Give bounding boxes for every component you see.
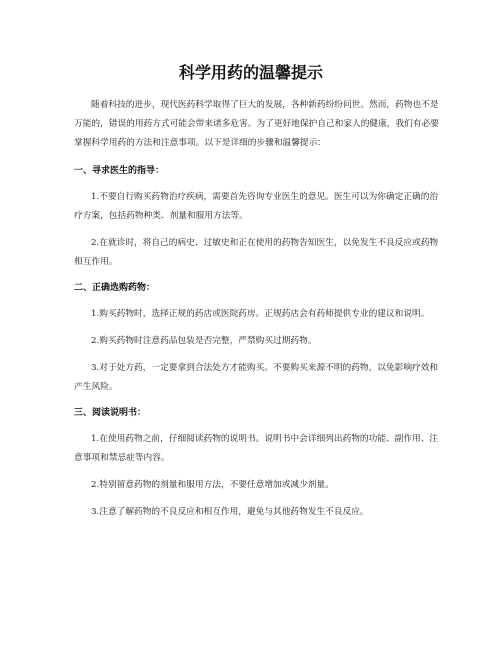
section-2-item-1: 1.购买药物时，选择正规的药店或医院药房。正规药店会有药师提供专业的建议和说明。 (91, 309, 430, 319)
page-title: 科学用药的温馨提示 (178, 63, 323, 82)
section-2-item-2: 2.购买药物时注意药品包装是否完整，严禁购买过期药物。 (91, 336, 317, 346)
section-3-item-3: 3.注意了解药物的不良反应和相互作用，避免与其他药物发生不良反应。 (91, 507, 369, 517)
section-1-item-2: 2.在就诊时，将自己的病史、过敏史和正在使用的药物告知医生，以免发生不良反应或药物相互作用。 (74, 238, 439, 267)
section-1-item-1: 1.不要自行购买药物治疗疾病，需要首先咨询专业医生的意见。医生可以为你确定正确的治疗方案，包括药物种类、剂量和服用方法等。 (74, 192, 439, 221)
intro-paragraph: 随着科技的进步，现代医药科学取得了巨大的发展，各种新药纷纷问世。然而，药物也不是万能的，错误的用药方式可能会带来诸多危害。为了更好地保护自己和家人的健康，我们有必要掌握科学用药的方法和注意事项。以下是详细的步骤和温馨提示： (74, 100, 439, 148)
document-body (74, 96, 439, 530)
section-3-item-2: 2.特别留意药物的剂量和服用方法，不要任意增加或减少剂量。 (91, 480, 334, 490)
section-2-item-3: 3.对于处方药，一定要拿到合法处方才能购买。不要购买来源不明的药物，以免影响疗效和产生风险。 (74, 363, 439, 392)
section-heading-doctor-guidance: 一、寻求医生的指导： (74, 166, 165, 176)
section-3-item-1: 1.在使用药物之前，仔细阅读药物的说明书。说明书中会详细列出药物的功能、副作用、注意事项和禁忌症等内容。 (74, 434, 439, 463)
section-heading-buy-medicine: 二、正确选购药物： (74, 283, 156, 293)
section-heading-read-instructions: 三、阅读说明书： (74, 408, 147, 418)
